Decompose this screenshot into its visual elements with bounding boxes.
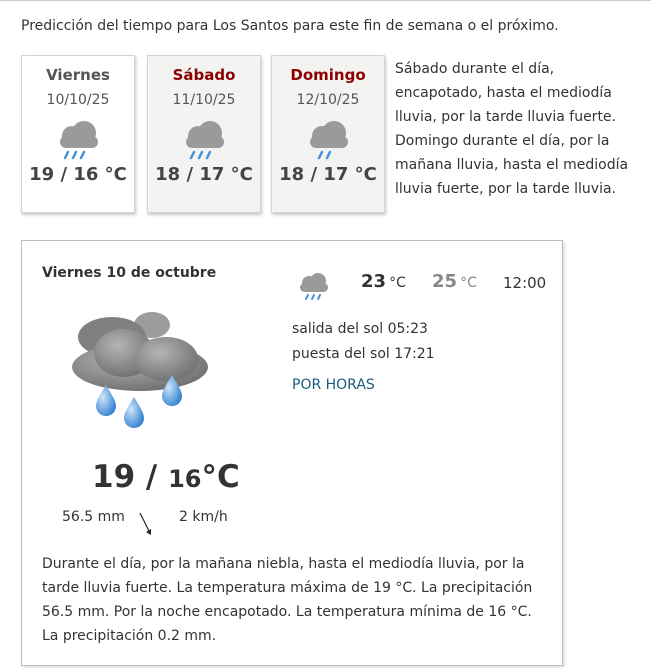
- hour-temp-unit: °C: [389, 275, 406, 291]
- wind-speed-value: 2 km/h: [179, 509, 228, 525]
- hour-time: 12:00: [503, 274, 547, 292]
- intro-text: Predicción del tiempo para Los Santos para este fin de semana o el próximo.: [21, 18, 559, 34]
- sunrise-text: salida del sol 05:23: [292, 321, 428, 337]
- cloud-rain-icon: [302, 118, 354, 160]
- day-name: Viernes: [46, 66, 110, 84]
- day-detail-panel: [21, 240, 563, 666]
- sunset-text: puesta del sol 17:21: [292, 346, 435, 362]
- day-card-domingo[interactable]: [271, 55, 385, 213]
- hourly-forecast-link[interactable]: POR HORAS: [292, 377, 375, 393]
- detail-title: Viernes 10 de octubre: [42, 265, 217, 281]
- temp-low: 16: [168, 465, 202, 493]
- detail-description: Durante el día, por la mañana niebla, hasta el mediodía lluvia, por la tarde lluvia fuerte. La temperatura máxima de 19 °C. La precipitación 56.5 mm. Por la noche encapotado. La temperatura mínima de 16 °C. La precipitación 0.2 mm.: [42, 556, 533, 644]
- hour-temp-value: 23: [361, 271, 387, 292]
- temp-unit: °C: [201, 459, 240, 495]
- day-temp: 18 / 17 °C: [155, 164, 253, 185]
- day-name: Domingo: [290, 66, 366, 84]
- day-date: 10/10/25: [46, 92, 110, 108]
- hour-temperature: [361, 271, 406, 292]
- temp-separator: /: [135, 459, 169, 495]
- day-temp: 18 / 17 °C: [279, 164, 377, 185]
- hour-feels-unit: °C: [460, 275, 477, 291]
- day-temp: 19 / 16 °C: [29, 164, 127, 185]
- cloud-rain-icon: [52, 118, 104, 160]
- cloud-rain-icon: [296, 271, 332, 301]
- temp-high: 19: [92, 459, 136, 495]
- day-date: 11/10/25: [172, 92, 236, 108]
- day-card-viernes[interactable]: [21, 55, 135, 213]
- top-divider: [0, 0, 651, 1]
- precipitation-value: 56.5 mm: [62, 509, 125, 525]
- day-name: Sábado: [172, 66, 236, 84]
- day-card-sabado[interactable]: [147, 55, 261, 213]
- hour-feels-like: [432, 271, 477, 292]
- cloud-rain-icon: [178, 118, 230, 160]
- weekend-summary: Sábado durante el día, encapotado, hasta el mediodía lluvia, por la tarde lluvia fuerte. Domingo durante el día, por la mañana lluvia, hasta el mediodía lluvia fuerte, por la tarde lluvia.: [395, 61, 629, 197]
- day-date: 12/10/25: [296, 92, 360, 108]
- detail-temperature: [92, 459, 240, 495]
- hour-feels-value: 25: [432, 271, 458, 292]
- heavy-rain-cloud-icon: [70, 303, 220, 433]
- wind-direction-icon: [136, 511, 156, 537]
